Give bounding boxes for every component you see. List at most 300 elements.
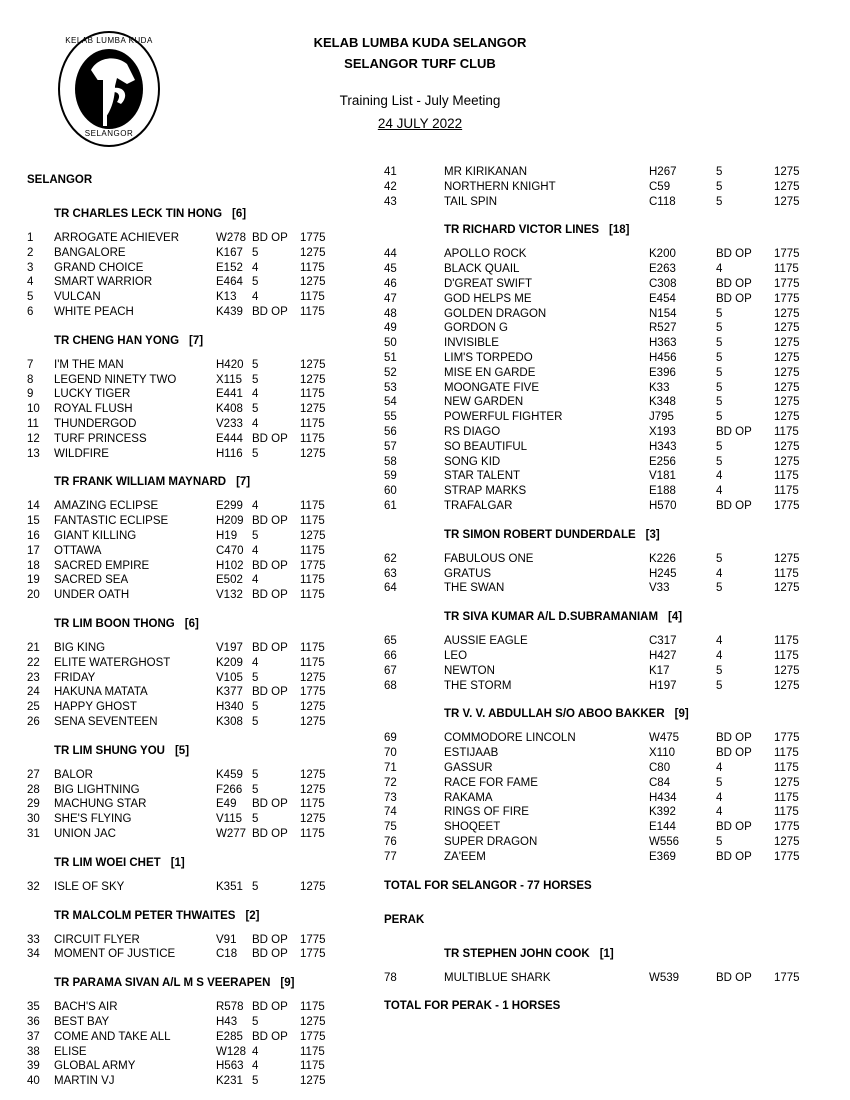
race-rule: 5 <box>716 195 723 208</box>
horse-number: 36 <box>27 1016 40 1028</box>
race-rule: BD OP <box>716 248 752 261</box>
horse-number: 28 <box>27 783 40 796</box>
trainer-name: TR STEPHEN JOHN COOK <box>444 947 590 960</box>
horse-code: K200 <box>649 248 676 261</box>
horse-distance: 1275 <box>300 373 326 386</box>
horse-number: 37 <box>27 1030 40 1043</box>
race-rule: 5 <box>716 322 723 335</box>
race-rule: 4 <box>252 1045 259 1058</box>
horse-code: E502 <box>216 574 243 587</box>
horse-distance: 1275 <box>300 671 326 684</box>
trainer-heading <box>54 618 199 630</box>
race-rule: 4 <box>716 470 723 483</box>
horse-distance: 1775 <box>774 732 800 745</box>
race-rule: BD OP <box>716 747 752 760</box>
horse-number: 31 <box>27 828 40 840</box>
horse-name: STAR TALENT <box>444 470 521 483</box>
horse-distance: 1275 <box>774 440 800 453</box>
horse-distance: 1175 <box>774 470 799 483</box>
trainer-heading <box>444 224 630 236</box>
trainer-name: TR SIVA KUMAR A/L D.SUBRAMANIAM <box>444 611 659 624</box>
race-rule: 4 <box>716 762 723 774</box>
race-rule: 5 <box>716 455 723 468</box>
trainer-heading <box>54 208 246 220</box>
horse-name: GRATUS <box>444 567 492 580</box>
horse-distance: 1775 <box>774 500 800 512</box>
horse-code: K351 <box>216 880 243 893</box>
horse-distance: 1275 <box>774 836 800 848</box>
horse-distance: 1275 <box>300 1075 326 1088</box>
horse-number: 74 <box>384 806 397 819</box>
horse-code: K348 <box>649 396 676 409</box>
race-rule: BD OP <box>252 798 288 811</box>
race-rule: 5 <box>252 358 259 371</box>
trainer-horse-count: [5] <box>174 744 190 757</box>
horse-name: ARROGATE ACHIEVER <box>54 232 180 244</box>
section-total: TOTAL FOR PERAK - 1 HORSES <box>384 1000 561 1013</box>
horse-number: 53 <box>384 381 397 394</box>
horse-distance: 1275 <box>300 246 326 259</box>
horse-code: X115 <box>216 373 243 386</box>
race-rule: 5 <box>716 582 723 595</box>
horse-code: C80 <box>649 762 671 774</box>
horse-name: UNION JAC <box>54 828 116 840</box>
horse-number: 27 <box>27 768 40 781</box>
horse-number: 2 <box>27 246 34 259</box>
race-rule: 5 <box>716 664 723 677</box>
horse-distance: 1775 <box>774 278 800 290</box>
horse-code: K439 <box>216 306 243 318</box>
horse-distance: 1775 <box>774 821 800 834</box>
race-rule: 5 <box>252 880 259 893</box>
horse-distance: 1275 <box>774 411 800 424</box>
race-rule: BD OP <box>716 426 752 438</box>
horse-code: W539 <box>649 971 680 984</box>
horse-distance: 1175 <box>774 263 799 276</box>
horse-code: E49 <box>216 798 237 811</box>
race-rule: 5 <box>716 166 723 178</box>
horse-distance: 1175 <box>300 828 325 840</box>
horse-distance: 1175 <box>300 432 325 445</box>
horse-name: INVISIBLE <box>444 337 499 350</box>
horse-distance: 1175 <box>300 1001 325 1014</box>
horse-distance: 1175 <box>300 589 325 602</box>
horse-distance: 1275 <box>300 701 326 714</box>
horse-name: TRAFALGAR <box>444 500 513 512</box>
horse-distance: 1275 <box>774 582 800 595</box>
race-rule: BD OP <box>716 971 752 984</box>
race-rule: BD OP <box>716 292 752 305</box>
horse-distance: 1175 <box>300 1060 325 1073</box>
trainer-heading <box>54 476 250 488</box>
horse-name: OTTAWA <box>54 544 102 557</box>
horse-name: RS DIAGO <box>444 426 501 438</box>
club-name-malay: KELAB LUMBA KUDA SELANGOR <box>313 35 527 50</box>
horse-name: SUPER DRAGON <box>444 836 538 848</box>
horse-code: E256 <box>649 455 676 468</box>
horse-code: H420 <box>216 358 244 371</box>
horse-name: LEO <box>444 650 468 662</box>
horse-code: H363 <box>649 337 677 350</box>
horse-number: 67 <box>384 664 397 677</box>
horse-number: 58 <box>384 455 397 468</box>
trainer-name: TR V. V. ABDULLAH S/O ABOO BAKKER <box>444 708 665 721</box>
horse-code: W277 <box>216 828 247 840</box>
race-rule: 5 <box>716 679 723 692</box>
trainer-horse-count: [3] <box>645 528 660 541</box>
race-rule: 5 <box>252 813 259 826</box>
horse-name: MULTIBLUE SHARK <box>444 971 551 984</box>
trainer-name: TR LIM BOON THONG <box>54 618 175 630</box>
horse-number: 16 <box>27 530 40 542</box>
race-rule: BD OP <box>252 559 288 572</box>
horse-name: BIG LIGHTNING <box>54 783 140 796</box>
horse-code: K308 <box>216 716 243 728</box>
horse-number: 52 <box>384 366 397 379</box>
horse-distance: 1275 <box>300 813 326 826</box>
horse-number: 25 <box>27 701 40 714</box>
race-rule: 5 <box>252 276 259 289</box>
race-rule: 4 <box>716 806 723 819</box>
race-rule: 5 <box>716 440 723 453</box>
horse-name: AMAZING ECLIPSE <box>54 500 159 513</box>
horse-name: SHOQEET <box>444 821 501 834</box>
horse-distance: 1275 <box>300 880 326 893</box>
trainer-name: TR PARAMA SIVAN A/L M S VEERAPEN <box>54 977 271 990</box>
horse-code: F266 <box>216 783 243 796</box>
horse-name: LIM'S TORPEDO <box>444 352 533 364</box>
horse-name: WILDFIRE <box>54 447 109 460</box>
horse-distance: 1775 <box>300 933 326 946</box>
horse-distance: 1275 <box>300 783 326 796</box>
horse-code: H102 <box>216 559 244 572</box>
horse-name: GLOBAL ARMY <box>54 1060 136 1073</box>
horse-code: C470 <box>216 544 244 557</box>
horse-code: C118 <box>649 195 676 208</box>
trainer-horse-count: [2] <box>245 909 260 922</box>
horse-name: ESTIJAAB <box>444 747 499 760</box>
horse-code: H43 <box>216 1016 238 1028</box>
horse-code: E285 <box>216 1030 243 1043</box>
horse-name: COME AND TAKE ALL <box>54 1030 171 1043</box>
trainer-horse-count: [4] <box>668 611 683 624</box>
horse-number: 61 <box>384 500 397 512</box>
horse-number: 40 <box>27 1075 40 1088</box>
horse-name: HAPPY GHOST <box>54 701 137 714</box>
race-rule: BD OP <box>716 278 752 290</box>
horse-distance: 1175 <box>300 1045 325 1058</box>
horse-code: E369 <box>649 850 676 863</box>
trainer-name: TR LIM WOEI CHET <box>54 856 161 869</box>
race-rule: 5 <box>252 246 259 259</box>
horse-code: H245 <box>649 567 677 580</box>
horse-distance: 1175 <box>300 291 325 304</box>
race-rule: BD OP <box>252 589 288 602</box>
trainer-heading <box>444 529 660 541</box>
race-rule: BD OP <box>252 1001 288 1014</box>
horse-number: 8 <box>27 373 34 386</box>
horse-number: 12 <box>27 432 40 445</box>
horse-distance: 1275 <box>300 358 326 371</box>
horse-number: 17 <box>27 544 40 557</box>
race-rule: 5 <box>252 783 259 796</box>
horse-name: GASSUR <box>444 762 493 774</box>
horse-number: 51 <box>384 352 397 364</box>
race-rule: 5 <box>252 671 259 684</box>
horse-code: J795 <box>649 411 674 424</box>
horse-distance: 1175 <box>300 515 325 528</box>
horse-name: UNDER OATH <box>54 589 130 602</box>
race-rule: 4 <box>252 544 259 557</box>
horse-code: V132 <box>216 589 243 602</box>
horse-distance: 1275 <box>774 552 800 565</box>
horse-code: H456 <box>649 352 677 364</box>
trainer-name: TR CHARLES LECK TIN HONG <box>54 208 223 220</box>
horse-distance: 1175 <box>300 500 325 513</box>
horse-code: E144 <box>649 821 676 834</box>
horse-distance: 1175 <box>300 798 325 811</box>
horse-distance: 1775 <box>300 232 326 244</box>
race-rule: 5 <box>716 411 723 424</box>
section-title: PERAK <box>384 913 425 926</box>
horse-distance: 1275 <box>300 403 326 416</box>
horse-number: 72 <box>384 776 397 789</box>
race-rule: 4 <box>252 388 259 401</box>
horse-code: V105 <box>216 671 243 684</box>
horse-number: 65 <box>384 635 397 648</box>
horse-code: N154 <box>649 307 677 320</box>
horse-number: 34 <box>27 948 40 961</box>
race-rule: 5 <box>252 1075 259 1088</box>
horse-number: 6 <box>27 306 34 318</box>
horse-number: 55 <box>384 411 397 424</box>
horse-code: K13 <box>216 291 237 304</box>
horse-number: 48 <box>384 307 397 320</box>
horse-distance: 1275 <box>774 195 800 208</box>
horse-number: 4 <box>27 276 34 289</box>
race-rule: 5 <box>716 307 723 320</box>
section-title: SELANGOR <box>27 174 93 186</box>
horse-code: H570 <box>649 500 677 512</box>
horse-distance: 1275 <box>300 1016 326 1028</box>
trainer-name: TR MALCOLM PETER THWAITES <box>54 909 236 922</box>
list-subtitle: Training List - July Meeting <box>339 93 501 108</box>
race-rule: 4 <box>716 791 723 804</box>
race-rule: 5 <box>252 716 259 728</box>
horse-number: 33 <box>27 933 40 946</box>
horse-number: 5 <box>27 291 34 304</box>
horse-number: 49 <box>384 322 397 335</box>
horse-name: SO BEAUTIFUL <box>444 440 528 453</box>
trainer-horse-count: [7] <box>189 334 204 347</box>
horse-number: 70 <box>384 747 397 760</box>
race-rule: 5 <box>716 352 723 364</box>
horse-number: 45 <box>384 263 397 276</box>
horse-name: SACRED EMPIRE <box>54 559 150 572</box>
trainer-heading <box>444 948 614 960</box>
horse-distance: 1175 <box>300 574 325 587</box>
race-rule: 4 <box>716 263 723 276</box>
horse-name: CIRCUIT FLYER <box>54 933 140 946</box>
horse-code: V233 <box>216 418 243 430</box>
horse-code: E464 <box>216 276 243 289</box>
race-rule: BD OP <box>252 232 288 244</box>
horse-code: H563 <box>216 1060 244 1073</box>
horse-number: 63 <box>384 567 397 580</box>
race-rule: 5 <box>252 447 259 460</box>
horse-name: THE STORM <box>444 679 512 692</box>
race-rule: 4 <box>252 261 259 274</box>
horse-number: 77 <box>384 850 397 863</box>
horse-distance: 1175 <box>774 567 799 580</box>
horse-name: VULCAN <box>54 291 101 304</box>
trainer-horse-count: [9] <box>280 977 295 990</box>
horse-name: ZA'EEM <box>444 850 486 863</box>
logo-top-text: KELAB LUMBA KUDA <box>65 36 153 45</box>
horse-number: 54 <box>384 396 397 409</box>
horse-code: V91 <box>216 933 237 946</box>
race-rule: 4 <box>716 485 723 498</box>
horse-name: LUCKY TIGER <box>54 388 131 401</box>
club-name-english: SELANGOR TURF CLUB <box>344 56 496 71</box>
horse-name: THUNDERGOD <box>54 418 137 430</box>
trainer-name: TR FRANK WILLIAM MAYNARD <box>54 476 227 489</box>
horse-distance: 1275 <box>774 307 800 320</box>
horse-distance: 1275 <box>774 180 800 193</box>
horse-name: APOLLO ROCK <box>444 248 527 261</box>
horse-number: 60 <box>384 485 397 498</box>
horse-distance: 1775 <box>300 559 326 572</box>
horse-name: MARTIN VJ <box>54 1075 115 1088</box>
trainer-heading <box>54 977 294 989</box>
race-rule: 5 <box>716 396 723 409</box>
horse-distance: 1275 <box>300 716 326 728</box>
trainer-horse-count: [18] <box>609 224 630 237</box>
horse-code: W128 <box>216 1045 247 1058</box>
horse-distance: 1275 <box>774 337 800 350</box>
horse-code: H197 <box>649 679 677 692</box>
horse-distance: 1175 <box>300 418 325 430</box>
horse-code: H427 <box>649 650 677 662</box>
horse-name: HAKUNA MATATA <box>54 686 148 699</box>
horse-name: ELISE <box>54 1045 87 1058</box>
horse-name: ISLE OF SKY <box>54 880 125 893</box>
horse-code: E444 <box>216 432 243 445</box>
horse-number: 41 <box>384 166 397 178</box>
horse-number: 69 <box>384 732 397 745</box>
horse-distance: 1275 <box>300 768 326 781</box>
trainer-horse-count: [7] <box>236 476 251 489</box>
trainer-heading <box>54 335 203 347</box>
horse-number: 32 <box>27 880 40 893</box>
horse-name: FANTASTIC ECLIPSE <box>54 515 169 528</box>
horse-name: SENA SEVENTEEN <box>54 716 158 728</box>
horse-name: THE SWAN <box>444 582 505 595</box>
horse-distance: 1175 <box>300 306 325 318</box>
race-rule: BD OP <box>716 821 752 834</box>
horse-code: K392 <box>649 806 676 819</box>
trainer-horse-count: [6] <box>184 618 199 630</box>
horse-name: TURF PRINCESS <box>54 432 147 445</box>
horse-distance: 1275 <box>774 455 800 468</box>
horse-distance: 1275 <box>300 447 326 460</box>
horse-number: 73 <box>384 791 397 804</box>
horse-name: NEW GARDEN <box>444 396 524 409</box>
horse-name: MACHUNG STAR <box>54 798 147 811</box>
horse-name: RINGS OF FIRE <box>444 806 529 819</box>
horse-number: 20 <box>27 589 40 602</box>
horse-code: C84 <box>649 776 671 789</box>
race-rule: BD OP <box>716 850 752 863</box>
horse-code: V197 <box>216 642 243 654</box>
horse-name: AUSSIE EAGLE <box>444 635 528 648</box>
section-total: TOTAL FOR SELANGOR - 77 HORSES <box>384 879 592 892</box>
horse-code: C59 <box>649 180 671 193</box>
horse-number: 22 <box>27 656 40 669</box>
horse-distance: 1275 <box>300 530 326 542</box>
trainer-name: TR CHENG HAN YONG <box>54 334 180 347</box>
horse-number: 3 <box>27 261 34 274</box>
horse-code: E396 <box>649 366 676 379</box>
horse-code: K167 <box>216 246 243 259</box>
horse-name: BACH'S AIR <box>54 1001 118 1014</box>
horse-number: 38 <box>27 1045 40 1058</box>
horse-code: H19 <box>216 530 238 542</box>
horse-distance: 1175 <box>774 426 799 438</box>
trainer-horse-count: [9] <box>674 708 689 721</box>
horse-number: 26 <box>27 716 40 728</box>
horse-distance: 1175 <box>300 388 325 401</box>
horse-code: K377 <box>216 686 243 699</box>
horse-code: H116 <box>216 447 243 460</box>
horse-code: K408 <box>216 403 243 416</box>
race-rule: BD OP <box>252 1030 288 1043</box>
horse-distance: 1175 <box>300 544 325 557</box>
horse-distance: 1775 <box>300 1030 326 1043</box>
race-rule: BD OP <box>252 642 288 654</box>
horse-number: 71 <box>384 762 397 774</box>
race-rule: BD OP <box>252 432 288 445</box>
horse-name: FRIDAY <box>54 671 96 684</box>
horse-distance: 1775 <box>774 971 800 984</box>
logo-bottom-text: SELANGOR <box>84 129 134 138</box>
horse-number: 44 <box>384 248 397 261</box>
horse-number: 15 <box>27 515 40 528</box>
horse-code: H340 <box>216 701 244 714</box>
horse-distance: 1175 <box>774 747 799 760</box>
race-rule: 5 <box>252 530 259 542</box>
horse-distance: 1275 <box>774 679 800 692</box>
horse-distance: 1775 <box>300 686 326 699</box>
horse-distance: 1175 <box>774 806 799 819</box>
horse-code: W475 <box>649 732 680 745</box>
race-rule: BD OP <box>252 306 288 318</box>
horse-code: X110 <box>649 747 676 760</box>
horse-code: V33 <box>649 582 670 595</box>
horse-code: R527 <box>649 322 677 335</box>
horse-name: FABULOUS ONE <box>444 552 534 565</box>
race-rule: 5 <box>716 552 723 565</box>
horse-name: COMMODORE LINCOLN <box>444 732 576 745</box>
horse-name: BEST BAY <box>54 1016 110 1028</box>
horse-name: NORTHERN KNIGHT <box>444 180 556 193</box>
horse-code: K459 <box>216 768 243 781</box>
horse-number: 47 <box>384 292 397 305</box>
race-rule: BD OP <box>252 828 288 840</box>
horse-distance: 1175 <box>774 485 799 498</box>
horse-number: 10 <box>27 403 40 416</box>
horse-code: E263 <box>649 263 676 276</box>
